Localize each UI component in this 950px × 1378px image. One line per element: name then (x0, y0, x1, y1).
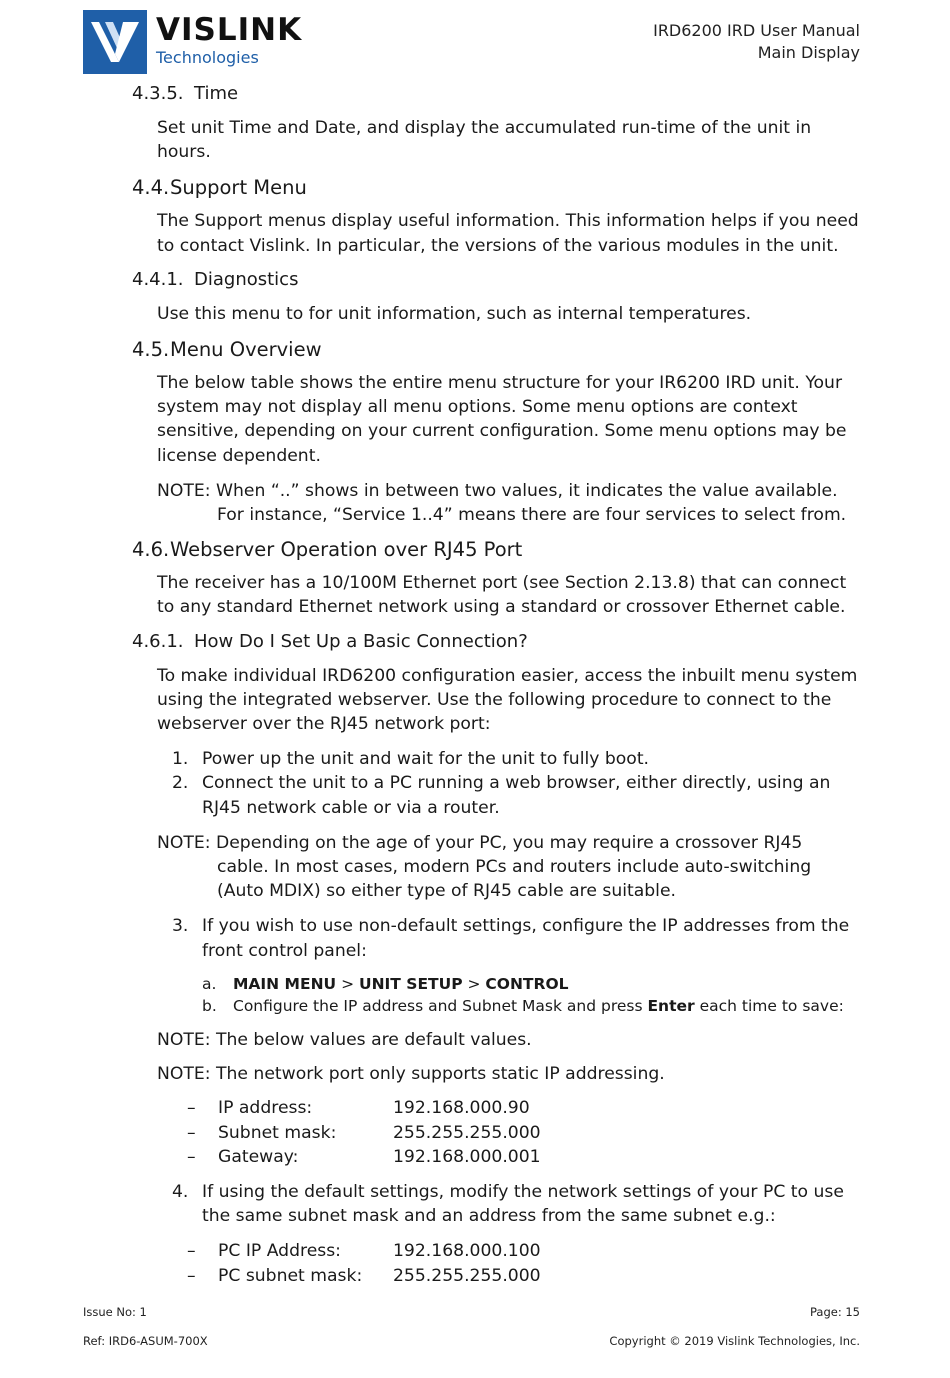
paragraph-diagnostics: Use this menu to for unit information, such as internal temperatures. (157, 303, 752, 324)
list-item (187, 1145, 867, 1170)
dash-bullet: – (187, 1147, 196, 1168)
sub-item (202, 973, 867, 995)
page-number: Page: 15 (809, 1305, 860, 1319)
list-number: 3. (172, 916, 189, 937)
list-number: 4. (172, 1182, 189, 1203)
setting-value: 192.168.000.90 (393, 1098, 530, 1119)
heading-text: Menu Overview (170, 338, 322, 362)
setting-value: 255.255.255.000 (393, 1122, 541, 1143)
default-settings-list (187, 1096, 867, 1170)
setting-value: 255.255.255.000 (393, 1266, 541, 1287)
enter-key-label: Enter (647, 996, 695, 1015)
sub-steps (202, 973, 867, 1017)
page-body (132, 82, 867, 1289)
heading-text: Support Menu (170, 176, 307, 200)
list-text: If using the default settings, modify the network settings of your PC to use the same subnet mask and an address from the same subnet e.g.: (202, 1182, 844, 1227)
paragraph-menu-overview: The below table shows the entire menu structure for your IR6200 IRD unit. Your system may not display all menu options. Some menu options are context sensitive, depending on your current configuration. Some menu options may be license dependent. (157, 373, 847, 466)
heading-text: Time (194, 83, 239, 104)
heading-number: 4.6.1. (132, 630, 184, 652)
sub-text-post: each time to save: (694, 996, 844, 1015)
heading-4-5 (132, 337, 867, 363)
setting-label: IP address: (218, 1098, 313, 1119)
list-text: Power up the unit and wait for the unit to fully boot. (202, 749, 650, 770)
heading-number: 4.4. (132, 176, 170, 200)
heading-number: 4.5. (132, 338, 170, 362)
footer-row-2 (83, 1334, 860, 1348)
brand (156, 14, 302, 68)
sub-text (233, 995, 844, 1017)
menu-path-control: CONTROL (485, 974, 569, 993)
setting-value: 192.168.000.001 (393, 1147, 541, 1168)
list-text: If you wish to use non-default settings, configure the IP addresses from the front control panel: (202, 916, 850, 961)
menu-path (233, 973, 569, 995)
list-item (187, 1096, 867, 1121)
brand-subtitle: Technologies (156, 48, 259, 67)
dash-bullet: – (187, 1122, 196, 1143)
menu-path-unit-setup: UNIT SETUP (358, 974, 463, 993)
list-number: 1. (172, 749, 189, 770)
paragraph-support: The Support menus display useful information. This information helps if you need to contact Vislink. In particular, the versions of the various modules in the unit. (157, 211, 859, 256)
vislink-logo-mark (83, 10, 147, 74)
note-defaults: NOTE: The below values are default values. (157, 1029, 532, 1050)
running-header (653, 20, 860, 64)
setting-label: PC IP Address: (218, 1241, 341, 1262)
procedure-step-3 (157, 914, 867, 962)
heading-text: How Do I Set Up a Basic Connection? (194, 630, 528, 652)
sub-item (202, 995, 867, 1017)
list-item (157, 1180, 867, 1228)
heading-4-6-1 (132, 630, 867, 654)
note-ellipsis (157, 479, 867, 527)
heading-4-6 (132, 537, 867, 563)
list-item (157, 747, 867, 771)
menu-path-separator: > (462, 974, 486, 993)
dash-bullet: – (187, 1241, 196, 1262)
issue-number: Issue No: 1 (83, 1305, 147, 1319)
list-item (187, 1121, 867, 1146)
document-ref: Ref: IRD6-ASUM-700X (83, 1334, 208, 1348)
note-static-ip: NOTE: The network port only supports static IP addressing. (157, 1064, 665, 1085)
procedure-steps-1-2 (157, 747, 867, 820)
list-item (157, 771, 867, 819)
sub-letter: b. (202, 996, 217, 1015)
note-line: cable. In most cases, modern PCs and routers include auto-switching (217, 857, 812, 878)
note-line: (Auto MDIX) so either type of RJ45 cable are suitable. (217, 881, 676, 902)
list-item (187, 1239, 867, 1264)
paragraph-time: Set unit Time and Date, and display the accumulated run-time of the unit in hours. (157, 118, 812, 163)
heading-4-4-1 (132, 268, 867, 292)
procedure-step-4 (157, 1180, 867, 1228)
setting-label: PC subnet mask: (218, 1266, 363, 1287)
brand-name: VISLINK (156, 12, 303, 48)
heading-number: 4.4.1. (132, 268, 184, 290)
heading-number: 4.6. (132, 538, 170, 562)
pc-settings-list (187, 1239, 867, 1288)
menu-path-separator: > (336, 974, 359, 993)
dash-bullet: – (187, 1266, 196, 1287)
note-crossover (157, 831, 867, 904)
list-item (187, 1264, 867, 1289)
doc-title: IRD6200 IRD User Manual (653, 21, 860, 40)
heading-4-4 (132, 175, 867, 201)
paragraph-webserver: The receiver has a 10/100M Ethernet port (see Section 2.13.8) that can connect to any standard Ethernet network using a standard or crossover Ethernet cable. (157, 573, 847, 618)
vislink-logo (83, 10, 147, 74)
list-text: Connect the unit to a PC running a web browser, either directly, using an RJ45 network cable or via a router. (202, 773, 831, 818)
menu-path-main: MAIN MENU (233, 974, 337, 993)
setting-label: Subnet mask: (218, 1122, 337, 1143)
list-number: 2. (172, 773, 189, 794)
sub-letter: a. (202, 974, 217, 993)
sub-text-pre: Configure the IP address and Subnet Mask and press (233, 996, 648, 1015)
list-item (157, 914, 867, 962)
heading-text: Diagnostics (194, 268, 299, 290)
note-line: NOTE: When “..” shows in between two values, it indicates the value available. (157, 480, 838, 501)
note-line: For instance, “Service 1..4” means there are four services to select from. (217, 505, 847, 526)
heading-4-3-5 (132, 82, 867, 106)
section-title: Main Display (757, 43, 860, 62)
note-line: NOTE: Depending on the age of your PC, you may require a crossover RJ45 (157, 832, 803, 853)
setting-label: Gateway: (218, 1147, 299, 1168)
paragraph-connection: To make individual IRD6200 configuration easier, access the inbuilt menu system using the integrated webserver. Use the following procedure to connect to the webserver over the RJ45 network port: (157, 665, 858, 735)
footer-row-1 (83, 1305, 860, 1319)
copyright: Copyright © 2019 Vislink Technologies, Inc. (609, 1334, 860, 1348)
setting-value: 192.168.000.100 (393, 1241, 541, 1262)
heading-number: 4.3.5. (132, 83, 184, 104)
dash-bullet: – (187, 1098, 196, 1119)
heading-text: Webserver Operation over RJ45 Port (170, 538, 523, 562)
